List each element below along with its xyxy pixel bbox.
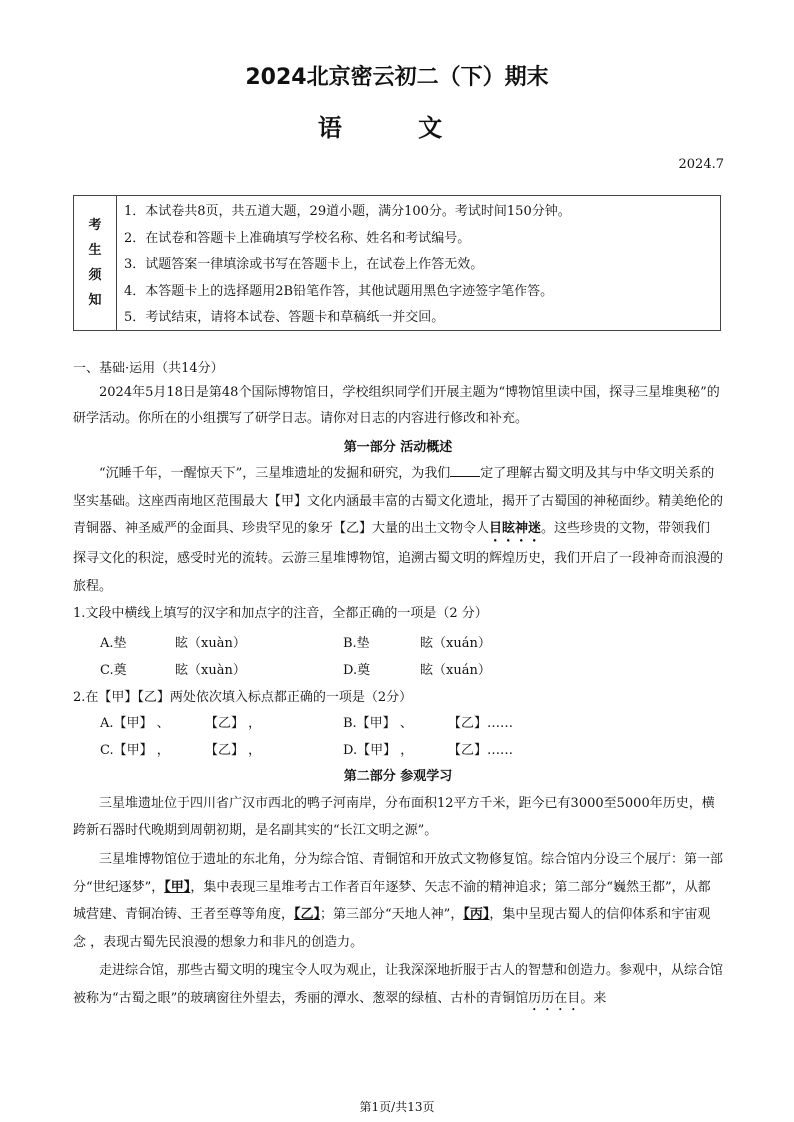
exam-date: 2024.7	[678, 157, 724, 172]
q1-option-b: B.垫 眩（xuán）	[343, 636, 491, 651]
part2-heading: 第二部分 参观学习	[343, 769, 453, 784]
part1-heading: 第一部分 活动概述	[343, 440, 453, 455]
q1-option-d: D.奠 眩（xuán）	[343, 663, 491, 678]
part2-paragraph-3: 走进综合馆，那些古蜀文明的瑰宝令人叹为观止，让我深深地折服于古人的智慧和创造力。参观中，从综合馆被称为“古蜀之眼”的玻璃窗往外望去，秀丽的潭水、葱翠的绿植、古朴的青铜馆历历在目。来	[73, 963, 724, 1006]
q2-option-c: C.【甲】 ， 【乙】 ，	[100, 743, 262, 758]
notice-label: 考 生 须 知	[74, 196, 117, 330]
question-2-stem: 2.在【甲】【乙】两处依次填入标点都正确的一项是（2分）	[73, 690, 413, 705]
section-heading: 一、基础·运用（共14分）	[73, 361, 224, 376]
part2-paragraph-1: 三星堆遗址位于四川省广汉市西北的鸭子河南岸，分布面积12平方千米，距今已有3000至5000年历史，横跨新石器时代晚期到周朝初期，是名副其实的“长江文明之源”。	[73, 796, 715, 838]
q2-option-a: A.【甲】 、 【乙】 ，	[100, 716, 262, 731]
q2-option-d: D.【甲】 ， 【乙】……	[343, 743, 514, 758]
dotted-words: 历历在目	[528, 990, 581, 1006]
document-title: 2024北京密云初二（下）期末	[245, 65, 549, 90]
notice-item: 4．本答题卡上的选择题用2B铅笔作答，其他试题用黑色字迹签字笔作答。	[124, 283, 554, 299]
section-intro: 2024年5月18日是第48个国际博物馆日，学校组织同学们开展主题为“博物馆里读中国，探寻三星堆奥秘”的研学活动。你所在的小组撰写了研学日志。请你对日志的内容进行修改和补充。	[73, 385, 720, 426]
candidate-notice-box	[73, 195, 721, 331]
notice-item: 3．试题答案一律填涂或书写在答题卡上，在试卷上作答无效。	[124, 257, 484, 272]
notice-item: 2．在试卷和答题卡上准确填写学校名称、姓名和考试编号。	[124, 230, 471, 246]
blank-jia: 【甲】	[164, 879, 191, 895]
blank-yi: 【乙】	[294, 907, 321, 922]
q2-option-b: B.【甲】 、 【乙】……	[343, 716, 514, 731]
part2-paragraph-2: 三星堆博物馆位于遗址的东北角，分为综合馆、青铜馆和开放式文物修复馆。综合馆内分设三个展厅：第一部分“世纪逐梦”，【甲】，集中表现三星堆考古工作者百年逐梦、矢志不渝的精神追求；第二部分“巍然王都”，从都城营建、青铜冶铸、王者至尊等角度，【乙】；第三部分“天地人神”，【丙】，集中呈现古蜀人的信仰体系和宇宙观念 ，表现古蜀先民浪漫的想象力和非凡的创造力。	[73, 852, 724, 950]
page-number: 第1页/共13页	[359, 1100, 435, 1114]
notice-item: 5．考试结束，请将本试卷、答题卡和草稿纸一并交回。	[124, 310, 445, 325]
subject-title: 语 文	[317, 114, 477, 142]
dotted-words: 目眩神迷	[489, 521, 542, 536]
q1-option-c: C.奠 眩（xuàn）	[100, 663, 246, 678]
blank-bing: 【丙】	[463, 907, 490, 922]
question-1-stem: 1.文段中横线上填写的汉字和加点字的注音，全都正确的一项是（2 分）	[73, 606, 488, 621]
part1-paragraph: “沉睡千年，一醒惊天下”，三星堆遗址的发掘和研究，为我们 定了理解古蜀文明及其与中华文明关系的坚实基础。这座西南地区范围最大【甲】文化内涵最丰富的古蜀文化遗址，揭开了古蜀国的神秘面纱。精美绝伦的青铜器、神圣威严的金面具、珍贵罕见的象牙【乙】大量的出土文物令人目眩神迷。这些珍贵的文物，带领我们探寻文化的积淀，感受时光的流转。云游三星堆博物馆，追溯古蜀文明的辉煌历史，我们开启了一段神奇而浪漫的旅程。	[73, 466, 724, 594]
fill-blank	[450, 464, 480, 477]
notice-item: 1．本试卷共8页，共五道大题，29道小题，满分100分。考试时间150分钟。	[124, 204, 571, 219]
notice-items	[124, 199, 714, 332]
q1-option-a: A.垫 眩（xuàn）	[100, 636, 246, 651]
